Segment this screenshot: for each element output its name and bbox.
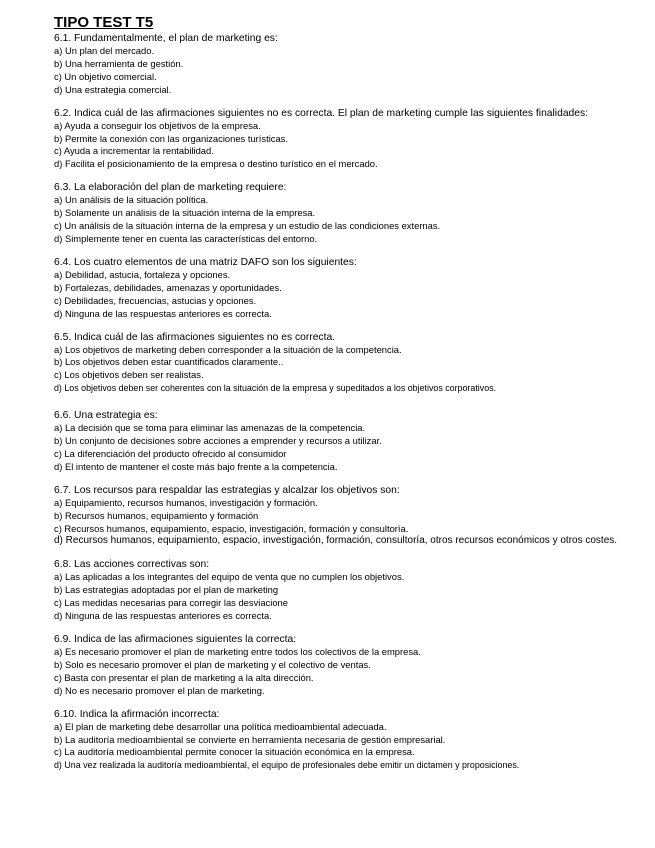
option-c: c) Recursos humanos, equipamiento, espacio, investigación, formación y consultoría. [54, 522, 409, 534]
question-text: 6.1. Fundamentalmente, el plan de marketing es: [54, 33, 278, 44]
question-text: 6.9. Indica de las afirmaciones siguientes la correcta: [54, 634, 297, 645]
question-text: 6.3. La elaboración del plan de marketing requiere: [54, 182, 287, 194]
option-b: b) Las estrategias adoptadas por el plan de marketing [54, 584, 279, 596]
question-text: 6.2. Indica cuál de las afirmaciones siguientes no es correcta. El plan de marketing cumple las siguientes finalidades: [54, 107, 589, 119]
question-6-7 [54, 484, 644, 549]
question-6-3 [54, 181, 644, 246]
question-6-10 [54, 708, 644, 773]
option-d: d) Recursos humanos, equipamiento, espacio, investigación, formación, consultoría, otros recursos económicos y otros costes. [54, 535, 618, 547]
option-b: b) Los objetivos deben estar cuantificados claramente.. [54, 356, 284, 368]
option-c: c) La auditoría medioambiental permite conocer la situación económica en la empresa. [54, 746, 415, 758]
option-c: c) La diferenciación del producto ofrecido al consumidor [54, 447, 287, 459]
option-c: c) Ayuda a incrementar la rentabilidad. [54, 145, 214, 157]
option-b: b) Una herramienta de gestión. [54, 57, 184, 69]
option-b: b) La auditoría medioambiental se convierte en herramienta necesaria de gestión empresarial. [54, 733, 446, 745]
question-6-9 [54, 633, 644, 698]
option-b: b) Fortalezas, debilidades, amenazas y oportunidades. [54, 281, 282, 293]
option-a: a) Equipamiento, recursos humanos, investigación y formación. [54, 496, 318, 508]
option-d: d) Los objetivos deben ser coherentes con la situación de la empresa y supeditados a los objetivos corporativos. [54, 383, 497, 394]
question-text: 6.4. Los cuatro elementos de una matriz DAFO son los siguientes: [54, 256, 357, 268]
question-text: 6.5. Indica cuál de las afirmaciones siguientes no es correcta. [54, 331, 336, 343]
option-d: d) Una estrategia comercial. [54, 83, 172, 95]
option-d: d) Ninguna de las respuestas anteriores es correcta. [54, 610, 272, 622]
option-c: c) Un objetivo comercial. [54, 70, 157, 82]
option-d: d) El intento de mantener el coste más bajo frente a la competencia. [54, 460, 338, 472]
question-6-4 [54, 256, 644, 321]
option-a: a) Un plan del mercado. [54, 45, 155, 56]
question-text: 6.6. Una estrategia es: [54, 410, 158, 422]
option-b: b) Solamente un análisis de la situación interna de la empresa. [54, 207, 316, 219]
option-a: a) La decisión que se toma para eliminar las amenazas de la competencia. [54, 422, 366, 434]
option-c: c) Las medidas necesarias para corregir las desviacione [54, 597, 288, 609]
option-a: a) El plan de marketing debe desarrollar una política medioambiental adecuada. [54, 720, 387, 732]
question-text: 6.7. Los recursos para respaldar las estrategias y alcalzar los objetivos son: [54, 484, 400, 496]
question-6-5 [54, 331, 644, 396]
option-b: b) Permite la conexión con las organizaciones turísticas. [54, 132, 288, 144]
question-6-1 [54, 32, 644, 97]
option-a: a) Es necesario promover el plan de marketing entre todos los colectivos de la empresa. [54, 646, 421, 657]
option-d: d) Facilita el posicionamiento de la empresa o destino turístico en el mercado. [54, 158, 378, 170]
document [54, 14, 644, 782]
option-d: d) Una vez realizada la auditoría medioambiental, el equipo de profesionales debe emitir un dictamen y proposiciones. [54, 760, 520, 771]
question-text: 6.8. Las acciones correctivas son: [54, 559, 210, 571]
option-d: d) Ninguna de las respuestas anteriores es correcta. [54, 307, 272, 319]
option-c: c) Debilidades, frecuencias, astucias y opciones. [54, 294, 257, 306]
option-a: a) Debilidad, astucia, fortaleza y opciones. [54, 268, 231, 280]
option-b: b) Recursos humanos, equipamiento y formación [54, 509, 259, 521]
question-6-2 [54, 107, 644, 172]
option-d: d) Simplemente tener en cuenta las características del entorno. [54, 232, 318, 244]
option-c: c) Los objetivos deben ser realistas. [54, 369, 204, 381]
option-c: c) Un análisis de la situación interna de la empresa y un estudio de las condiciones externas. [54, 220, 441, 232]
question-text: 6.10. Indica la afirmación incorrecta: [54, 708, 220, 720]
option-a: a) Un análisis de la situación política. [54, 194, 209, 206]
document-title: TIPO TEST T5 [54, 14, 154, 31]
option-a: a) Ayuda a conseguir los objetivos de la empresa. [54, 119, 261, 131]
option-b: b) Solo es necesario promover el plan de marketing y el colectivo de ventas. [54, 658, 371, 670]
option-b: b) Un conjunto de decisiones sobre acciones a emprender y recursos a utilizar. [54, 435, 382, 447]
option-d: d) No es necesario promover el plan de marketing. [54, 684, 265, 696]
option-c: c) Basta con presentar el plan de marketing a la alta dirección. [54, 671, 314, 683]
question-6-8 [54, 558, 644, 623]
question-6-6 [54, 409, 644, 474]
option-a: a) Las aplicadas a los integrantes del equipo de venta que no cumplen los objetivos. [54, 571, 405, 583]
option-a: a) Los objetivos de marketing deben corresponder a la situación de la competencia. [54, 343, 402, 355]
